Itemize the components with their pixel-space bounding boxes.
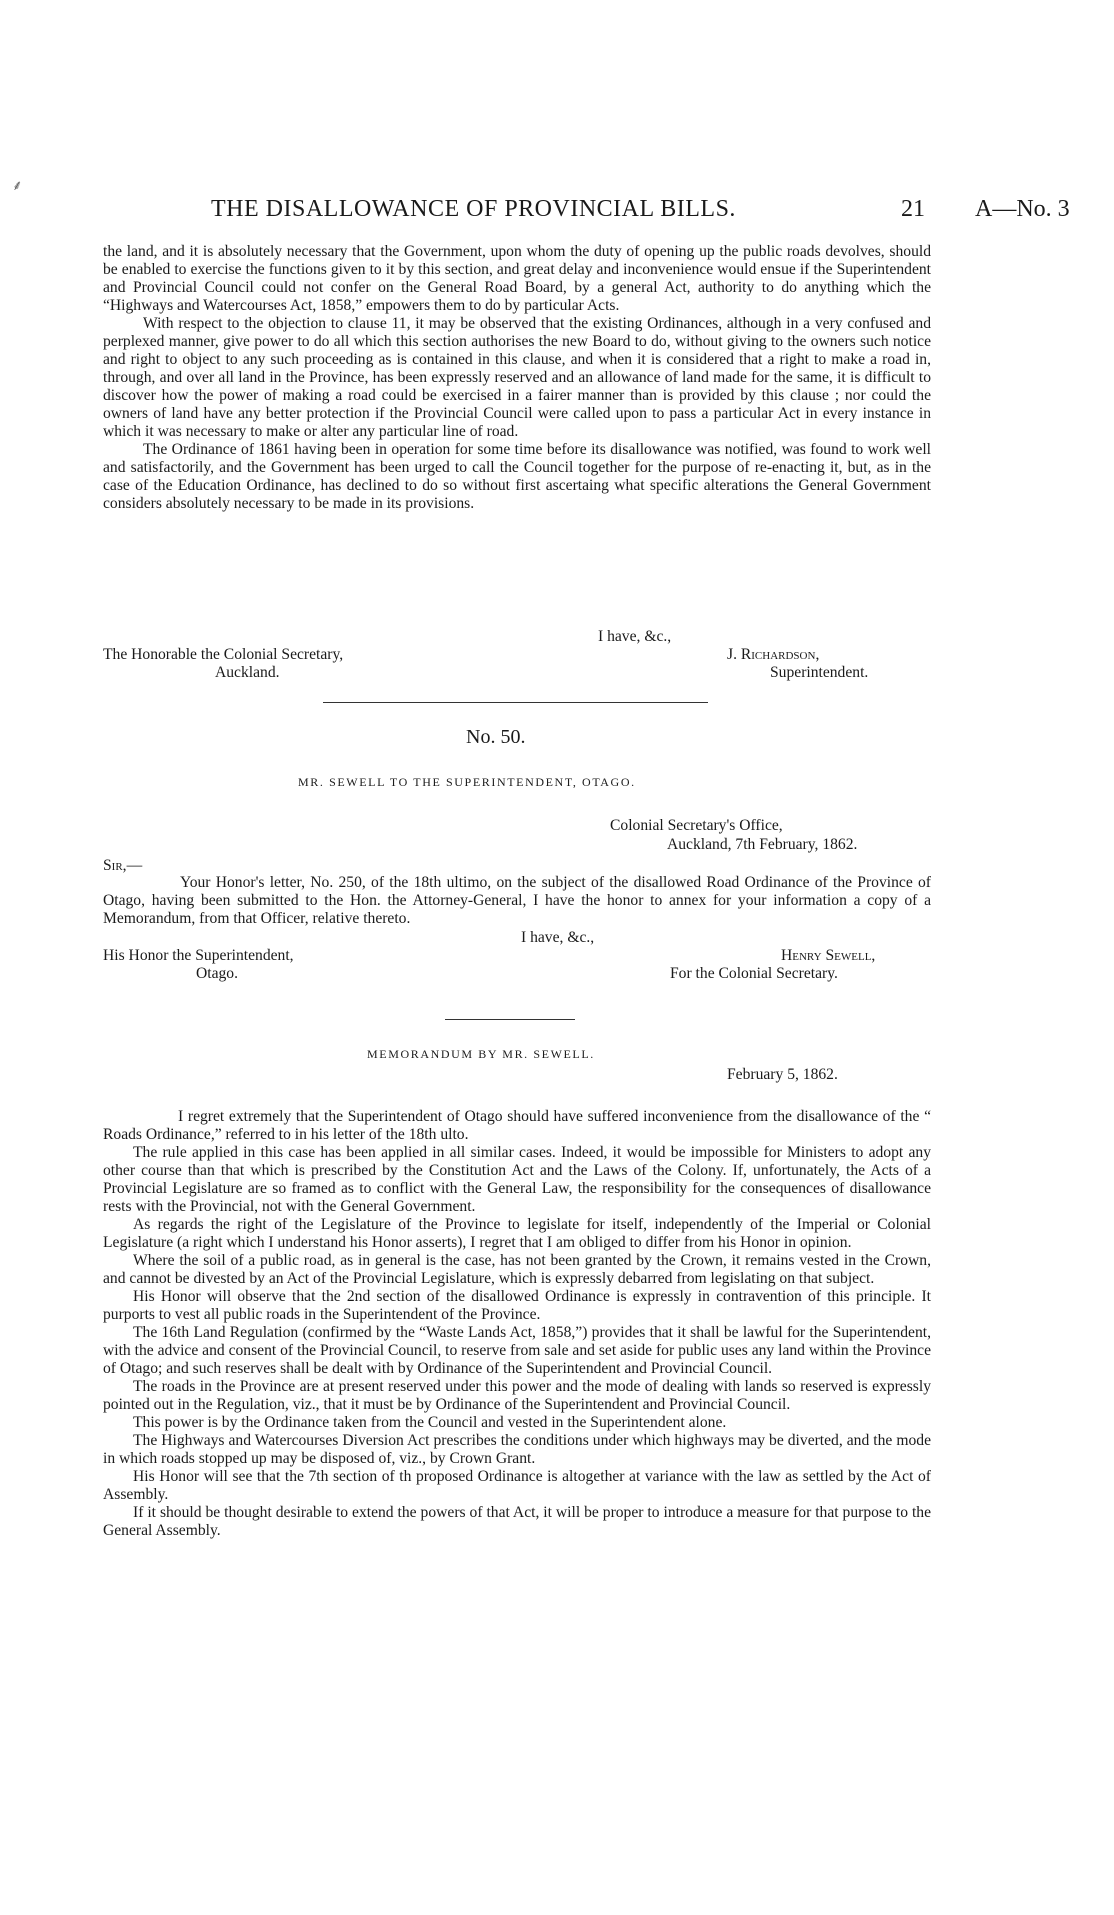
memo-date: February 5, 1862. xyxy=(727,1066,838,1083)
signatory-title: Superintendent. xyxy=(770,664,869,681)
salutation: Sir,— xyxy=(103,857,143,874)
addressee-line: His Honor the Superintendent, xyxy=(103,947,294,964)
paragraph: As regards the right of the Legislature of the Province to legislate for itself, independently of the Imperial or Colonial Legislature (a right which I understand his Honor asserts), I regret that I am obliged to differ from his Honor in opinion. xyxy=(103,1216,931,1251)
paragraph: Where the soil of a public road, as in general is the case, has not been granted by the Crown, it remains vested in the Crown, and cannot be divested by an Act of the Provincial Legislature, which is expressly debarred from legislating on that subject. xyxy=(103,1252,931,1287)
signatory: Henry Sewell, xyxy=(781,947,876,964)
letter-body xyxy=(103,874,931,928)
addressee-line: Otago. xyxy=(196,965,239,982)
margin-mark-icon: ⸙ xyxy=(12,179,23,194)
paragraph: His Honor will observe that the 2nd section of the disallowed Ordinance is expressly in contravention of this principle. It purports to vest all public roads in the Superintendent of the Province. xyxy=(103,1288,931,1323)
paragraph: With respect to the objection to clause 11, it may be observed that the existing Ordinances, although in a very confused and perplexed manner, give power to do all which this section authorises the new Board to do, without giving to the owners such notice and right to object to any such proceeding as is contained in this clause, and when it is considered that a right to make a road in, through, and over all land in the Province, has been expressly reserved and an allowance of land made for the same, it is difficult to discover how the power of making a road could be exercised in a fairer manner than is provided by this clause ; nor could the owners of land have any better protection if the Provincial Council were called upon to pass a particular Act in every instance in which it was necessary to make or alter any particular line of road. xyxy=(103,315,931,440)
addressee-line: Auckland. xyxy=(215,664,280,681)
paragraph: If it should be thought desirable to extend the powers of that Act, it will be proper to introduce a measure for that purpose to the General Assembly. xyxy=(103,1504,931,1539)
paragraph: The Ordinance of 1861 having been in operation for some time before its disallowance was notified, was found to work well and satisfactorily, and the Government has been urged to call the Council together for the purpose of re-enacting it, but, as in the case of the Education Ordinance, has declined to do so without first ascertaing what specific alterations the General Government considers absolutely necessary to be made in its provisions. xyxy=(103,441,931,512)
paragraph: the land, and it is absolutely necessary that the Government, upon whom the duty of opening up the public roads devolves, should be enabled to exercise the functions given to it by this section, and great delay and inconvenience would ensue if the Superintendent and Provincial Council could not confer on the General Road Board, by a general Act, authority to do anything which the “Highways and Watercourses Act, 1858,” empowers them to do by particular Acts. xyxy=(103,243,931,314)
document-heading: MR. SEWELL TO THE SUPERINTENDENT, OTAGO. xyxy=(298,775,636,789)
paragraph: The rule applied in this case has been applied in all similar cases. Indeed, it would be impossible for Ministers to adopt any other course than that which is prescribed by the Constitution Act and the Laws of the Colony. If, unfortunately, the Acts of a Provincial Legislature are so framed as to conflict with the General Law, the responsibility for the consequences of disallowance rests with the Provincial, not with the General Government. xyxy=(103,1144,931,1215)
paragraph: This power is by the Ordinance taken from the Council and vested in the Superintendent alone. xyxy=(133,1414,727,1431)
paragraph: The Highways and Watercourses Diversion Act prescribes the conditions under which highways may be diverted, and the mode in which roads stopped up may be disposed of, viz., by Crown Grant. xyxy=(103,1432,931,1467)
page-number: 21 xyxy=(901,196,925,222)
paragraph: The 16th Land Regulation (confirmed by the “Waste Lands Act, 1858,”) provides that it shall be lawful for the Superintendent, with the advice and consent of the Provincial Council, to reserve from sale and set aside for public uses any land within the Province of Otago; and such reserves shall be dealt with by Ordinance of the Superintendent and Provincial Council. xyxy=(103,1324,931,1377)
paper-reference: A—No. 3 xyxy=(975,196,1070,222)
signatory-title: For the Colonial Secretary. xyxy=(670,965,838,982)
letter-date: Auckland, 7th February, 1862. xyxy=(667,836,858,853)
running-header-title: THE DISALLOWANCE OF PROVINCIAL BILLS. xyxy=(211,196,736,222)
paragraph: His Honor will see that the 7th section of th proposed Ordinance is altogether at variance with the law as settled by the Act of Assembly. xyxy=(103,1468,931,1503)
letter-body xyxy=(103,243,931,513)
paragraph: Your Honor's letter, No. 250, of the 18th ultimo, on the subject of the disallowed Road Ordinance of the Province of Otago, having been submitted to the Hon. the Attorney-General, I have the honor to annex for your information a copy of a Memorandum, from that Officer, relative thereto. xyxy=(103,874,931,927)
letter-closing: I have, &c., xyxy=(598,628,672,645)
signatory: J. Richardson, xyxy=(727,646,820,663)
paragraph: The roads in the Province are at present reserved under this power and the mode of dealing with lands so reserved is expressly pointed out in the Regulation, viz., that it must be by Ordinance of the Superintendent and Provincial Council. xyxy=(103,1378,931,1413)
memo-heading: MEMORANDUM BY MR. SEWELL. xyxy=(367,1047,595,1061)
memo-body xyxy=(103,1108,931,1540)
section-divider xyxy=(445,1019,575,1020)
section-divider xyxy=(323,702,708,703)
document-number: No. 50. xyxy=(466,726,526,748)
sender-office: Colonial Secretary's Office, xyxy=(610,817,783,834)
addressee-line: The Honorable the Colonial Secretary, xyxy=(103,646,344,663)
letter-closing: I have, &c., xyxy=(521,929,595,946)
paragraph: I regret extremely that the Superintendent of Otago should have suffered inconvenience from the disallowance of the “ Roads Ordinance,” referred to in his letter of the 18th ulto. xyxy=(103,1108,931,1143)
